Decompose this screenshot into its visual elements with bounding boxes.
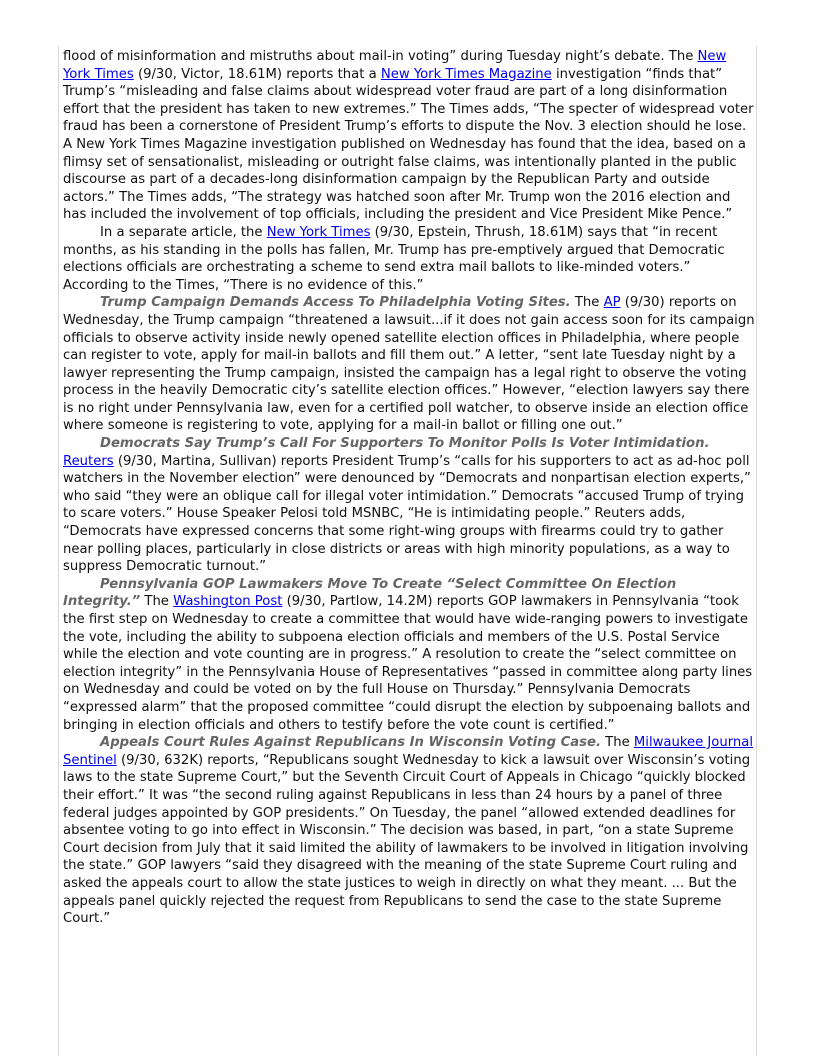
right-margin-rule bbox=[756, 46, 757, 1056]
body-text: In a separate article, the bbox=[100, 224, 267, 240]
paragraph bbox=[63, 734, 755, 928]
paragraph bbox=[63, 48, 755, 224]
body-text: (9/30, Martina, Sullivan) reports President Trump’s “calls for his supporters to act as ad-hoc poll watchers in the November election” were denounced by “Democrats and nonpartisan election experts,” who said “they were an oblique call for illegal voter intimidation.” Democrats “accused Trump of trying to scare voters.” House Speaker Pelosi told MSNBC, “He is intimidating people.” Reuters adds, “Democrats have expressed concerns that some right-wing groups with firearms could try to gather near polling places, particularly in close districts or areas with high minority populations, as a way to suppress Democratic turnout.” bbox=[63, 453, 751, 575]
source-link[interactable]: Reuters bbox=[63, 453, 114, 469]
paragraph bbox=[63, 576, 755, 734]
body-text: (9/30, Partlow, 14.2M) reports GOP lawmakers in Pennsylvania “took the first step on Wednesday to create a committee that would have wide-ranging powers to investigate the vote, including the ability to subpoena election officials and members of the U.S. Postal Service while the election and vote counting are in progress.” A resolution to create the “select committee on election integrity” in the Pennsylvania House of Representatives “passed in committee along party lines on Wednesday and could be voted on by the full House on Thursday.” Pennsylvania Democrats “expressed alarm” that the proposed committee “could disrupt the election by subpoenaing ballots and bringing in election officials and others to testify before the vote count is certified.” bbox=[63, 594, 753, 733]
body-text: The bbox=[600, 735, 634, 751]
source-link[interactable]: AP bbox=[603, 295, 621, 311]
story-headline: Appeals Court Rules Against Republicans In Wisconsin Voting Case. bbox=[100, 735, 601, 751]
source-link[interactable]: New York Times bbox=[266, 224, 371, 240]
source-link[interactable]: New York Times bbox=[63, 49, 727, 82]
source-link[interactable]: Washington Post bbox=[173, 594, 283, 610]
story-headline: Trump Campaign Demands Access To Philadelphia Voting Sites. bbox=[100, 295, 571, 311]
body-text: The bbox=[570, 295, 604, 311]
body-text: (9/30, Epstein, Thrush, 18.61M) says that “in recent months, as his standing in the polls has fallen, Mr. Trump has pre-emptively argued that Democratic elections officials are orchestrating a scheme to send extra mail ballots to like-minded voters.” According to the Times, “There is no evidence of this.” bbox=[63, 224, 725, 293]
source-link[interactable]: New York Times Magazine bbox=[380, 66, 552, 82]
body-text: (9/30, Victor, 18.61M) reports that a bbox=[133, 66, 381, 82]
story-headline: Democrats Say Trump’s Call For Supporters To Monitor Polls Is Voter Intimidation. bbox=[100, 436, 710, 452]
body-text: investigation “finds that” Trump’s “misleading and false claims about widespread voter fraud are part of a long disinformation effort that the president has taken to new extremes.” The Times adds, “The specter of widespread voter fraud has been a cornerstone of President Trump’s efforts to dispute the Nov. 3 election should he lose. A New York Times Magazine investigation published on Wednesday has found that the idea, based on a flimsy set of sensationalist, misleading or outright false claims, was intentionally planted in the public discourse as part of a decades-long disinformation campaign by the Republican Party and outside actors.” The Times adds, “The strategy was hatched soon after Mr. Trump won the 2016 election and has included the involvement of top officials, including the president and Vice President Mike Pence.” bbox=[63, 66, 754, 223]
article-body bbox=[63, 48, 755, 928]
body-text: flood of misinformation and mistruths about mail-in voting” during Tuesday night’s debate. The bbox=[63, 49, 698, 64]
left-margin-rule bbox=[58, 46, 59, 1056]
body-text: (9/30) reports on Wednesday, the Trump campaign “threatened a lawsuit...if it does not gain access soon for its campaign officials to observe activity inside newly opened satellite election offices in Philadelphia, where people can register to vote, apply for mail-in ballots and fill them out.” A letter, “sent late Tuesday night by a lawyer representing the Trump campaign, insisted the campaign has a legal right to observe the voting process in the heavily Democratic city’s satellite election offices.” However, “election lawyers say there is no right under Pennsylvania law, even for a certified poll watcher, to observe inside an election office where someone is registering to vote, applying for a mail-in ballot or filling one out.” bbox=[63, 295, 755, 434]
story-headline: Pennsylvania GOP Lawmakers Move To Create “Select Committee On Election Integrity.” bbox=[63, 576, 677, 610]
source-link[interactable]: Milwaukee Journal Sentinel bbox=[63, 735, 754, 768]
body-text: (9/30, 632K) reports, “Republicans sought Wednesday to kick a lawsuit over Wisconsin’s voting laws to the state Supreme Court,” but the Seventh Circuit Court of Appeals in Chicago “quickly blocked their effort.” It was “the second ruling against Republicans in less than 24 hours by a panel of three federal judges appointed by GOP presidents.” On Tuesday, the panel “allowed extended deadlines for absentee voting to go into effect in Wisconsin.” The decision was based, in part, “on a state Supreme Court decision from July that it said limited the ability of lawmakers to be involved in litigation involving the state.” GOP lawyers “said they disagreed with the meaning of the state Supreme Court ruling and asked the appeals court to allow the state justices to weigh in directly on what they meant. ... But the appeals panel quickly rejected the request from Republicans to send the case to the state Supreme Court.” bbox=[63, 752, 751, 927]
paragraph bbox=[63, 294, 755, 435]
body-text: The bbox=[140, 594, 174, 610]
paragraph bbox=[63, 435, 755, 576]
paragraph bbox=[63, 224, 755, 294]
